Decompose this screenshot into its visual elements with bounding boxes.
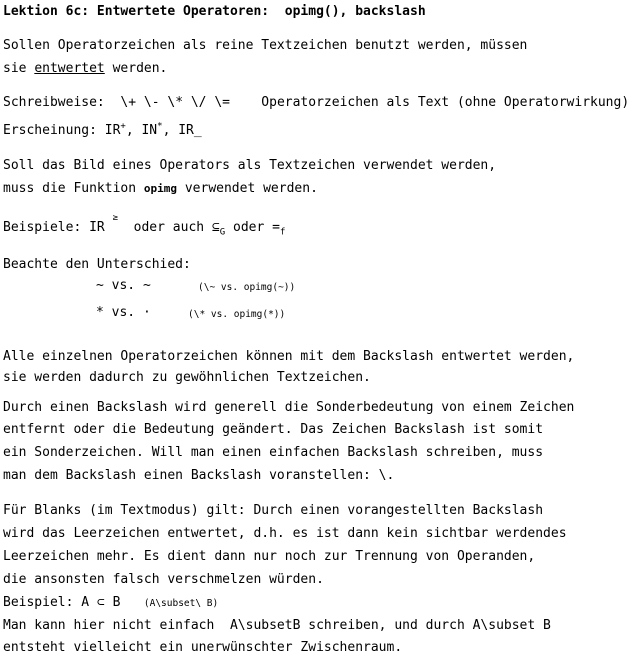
ir-underscore-text: IR_ bbox=[178, 123, 202, 138]
paragraph-blanks-line-2: wird das Leerzeichen entwertet, d.h. es ist dann kein sichtbar werdendes bbox=[3, 526, 567, 541]
beispiele-label: Beispiele: IR bbox=[3, 220, 105, 235]
paragraph-blanks-line-7: entsteht vielleicht ein unerwünschter Zwischenraum. bbox=[3, 640, 403, 655]
text: sie bbox=[3, 61, 35, 76]
paragraph-general-line-2: entfernt oder die Bedeutung geändert. Das Zeichen Backslash ist somit bbox=[3, 422, 544, 437]
sup-star: * bbox=[157, 121, 163, 132]
beispiele-line bbox=[3, 212, 286, 238]
sep: , bbox=[162, 123, 179, 138]
star-compare: * vs. · bbox=[96, 305, 151, 320]
sub-f: f bbox=[279, 227, 286, 238]
beachte-row-1 bbox=[96, 278, 296, 294]
text: verwendet werden. bbox=[177, 181, 318, 196]
beachte-row-2 bbox=[96, 305, 286, 321]
beispiele-mid1: oder auch ⊆ bbox=[133, 220, 220, 235]
paragraph-opimg-line-2 bbox=[3, 181, 318, 197]
in-text: IN bbox=[141, 123, 158, 138]
page-title: Lektion 6c: Entwertete Operatoren: opimg(), backslash bbox=[3, 4, 426, 19]
paragraph-general-line-3: ein Sonderzeichen. Will man einen einfachen Backslash schreiben, muss bbox=[3, 445, 544, 460]
tilde-compare: ~ vs. ~ bbox=[96, 278, 151, 293]
text: muss die Funktion bbox=[3, 181, 144, 196]
text: werden. bbox=[104, 61, 168, 76]
schreibweise-line bbox=[3, 95, 629, 111]
erscheinung-line bbox=[3, 123, 202, 139]
schreibweise-codes: \+ \- \* \/ \= bbox=[120, 95, 230, 110]
ir-text: IR bbox=[104, 123, 121, 138]
paragraph-intro-line-1: Sollen Operatorzeichen als reine Textzeichen benutzt werden, müssen bbox=[3, 38, 528, 53]
paragraph-blanks-line-3: Leerzeichen mehr. Es dient dann nur noch zur Trennung von Operanden, bbox=[3, 549, 536, 564]
tilde-note: (\~ vs. opimg(~)) bbox=[198, 282, 296, 293]
underlined-word: entwertet bbox=[34, 61, 105, 76]
paragraph-blanks-line-4: die ansonsten falsch verschmelzen würden. bbox=[3, 572, 324, 587]
paragraph-blanks-line-6: Man kann hier nicht einfach A\subsetB schreiben, und durch A\subset B bbox=[3, 618, 551, 633]
schreibweise-desc: Operatorzeichen als Text (ohne Operatorwirkung) bbox=[261, 95, 630, 110]
subset-note: (A\subset\ B) bbox=[143, 598, 219, 609]
sep: , bbox=[125, 123, 142, 138]
paragraph-blanks-line-1: Für Blanks (im Textmodus) gilt: Durch einen vorangestellten Backslash bbox=[3, 503, 544, 518]
paragraph-general-line-1: Durch einen Backslash wird generell die Sonderbedeutung von einem Zeichen bbox=[3, 400, 575, 415]
paragraph-opimg-line-1: Soll das Bild eines Operators als Textzeichen verwendet werden, bbox=[3, 158, 497, 173]
sub-g: G bbox=[219, 227, 226, 238]
erscheinung-label: Erscheinung: bbox=[3, 123, 97, 138]
beispiele-mid2: oder = bbox=[225, 220, 280, 235]
beispiel-subset: Beispiel: A ⊂ B bbox=[3, 595, 121, 610]
sup-plus: + bbox=[120, 121, 126, 132]
sup-geq: ≥ bbox=[112, 212, 118, 223]
paragraph-blanks-line-5 bbox=[3, 595, 218, 612]
schreibweise-label: Schreibweise: bbox=[3, 95, 105, 110]
paragraph-backslash-line-1: Alle einzelnen Operatorzeichen können mit dem Backslash entwertet werden, bbox=[3, 349, 575, 364]
paragraph-general-line-4: man dem Backslash einen Backslash voranstellen: \. bbox=[3, 468, 395, 483]
star-note: (\* vs. opimg(*)) bbox=[188, 309, 286, 320]
opimg-bold: opimg bbox=[143, 182, 178, 195]
beachte-label: Beachte den Unterschied: bbox=[3, 257, 191, 272]
paragraph-backslash-line-2: sie werden dadurch zu gewöhnlichen Textzeichen. bbox=[3, 370, 371, 385]
paragraph-intro-line-2 bbox=[3, 61, 167, 77]
